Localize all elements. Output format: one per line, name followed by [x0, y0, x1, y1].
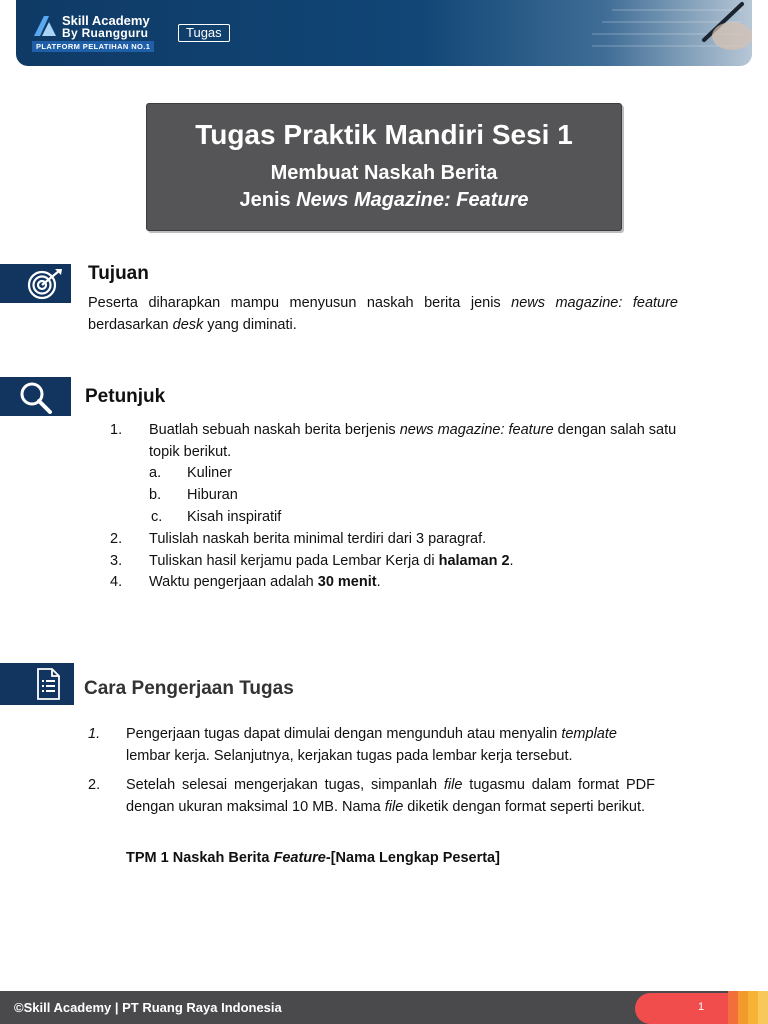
petunjuk-heading: Petunjuk: [85, 386, 166, 407]
petunjuk-item-number: 1.: [110, 422, 123, 438]
petunjuk-section-tab: [0, 377, 71, 416]
writing-hand-illustration-icon: [592, 0, 752, 66]
page-title: Tugas Praktik Mandiri Sesi 1: [195, 119, 573, 150]
cara-item-1: Pengerjaan tugas dapat dimulai dengan mengunduh atau menyalin template lembar kerja. Selanjutnya, kerjakan tugas pada lembar kerja tersebut.: [126, 726, 617, 764]
title-subtitle: Membuat Naskah Berita: [270, 162, 498, 184]
petunjuk-item-number: 3.: [110, 553, 123, 569]
cara-item-2: Setelah selesai mengerjakan tugas, simpanlah file tugasmu dalam format PDF dengan ukuran maksimal 10 MB. Nama file diketik dengan format seperti berikut.: [126, 777, 655, 815]
search-icon: [16, 380, 56, 414]
footer: [0, 991, 768, 1024]
cara-heading: Cara Pengerjaan Tugas: [84, 678, 294, 699]
sub-item-letter: b.: [149, 487, 162, 503]
skill-academy-logo-icon: [32, 14, 58, 38]
title-box: [146, 103, 622, 231]
petunjuk-item-1: Buatlah sebuah naskah berita berjenis news magazine: feature dengan salah satu topik berikut.: [149, 422, 677, 460]
petunjuk-item-2: Tulislah naskah berita minimal terdiri dari 3 paragraf.: [149, 531, 487, 547]
sub-item-letter: a.: [149, 465, 162, 481]
cara-section-tab: [0, 663, 74, 705]
tujuan-section-tab: [0, 264, 71, 303]
sub-item-letter: c.: [151, 509, 163, 525]
cara-item-number: 1.: [88, 726, 101, 742]
footer-copyright: ©Skill Academy | PT Ruang Raya Indonesia: [14, 1000, 282, 1015]
petunjuk-item-number: 2.: [110, 531, 123, 547]
tujuan-text: Peserta diharapkan mampu menyusun naskah berita jenis news magazine: feature berdasarkan desk yang diminati.: [88, 295, 678, 333]
header-banner: [16, 0, 752, 66]
petunjuk-item-3: Tuliskan hasil kerjamu pada Lembar Kerja di halaman 2.: [149, 553, 514, 569]
petunjuk-item-number: 4.: [110, 574, 123, 590]
sub-item-kuliner: Kuliner: [187, 465, 233, 481]
brand-subname: By Ruangguru: [62, 26, 149, 40]
petunjuk-item-4: Waktu pengerjaan adalah 30 menit.: [149, 574, 381, 590]
brand-tagline: PLATFORM PELATIHAN NO.1: [32, 41, 154, 52]
file-name-format: TPM 1 Naskah Berita Feature-[Nama Lengkap Peserta]: [126, 850, 500, 866]
document-list-icon: [33, 667, 63, 701]
target-icon: [25, 267, 65, 301]
sub-item-hiburan: Hiburan: [187, 487, 238, 503]
footer-stripes: [728, 991, 768, 1024]
title-subtitle-2: Jenis News Magazine: Feature: [239, 189, 529, 211]
cara-item-number: 2.: [88, 777, 101, 793]
brand-name: Skill Academy: [62, 13, 150, 28]
sub-item-kisah-inspiratif: Kisah inspiratif: [187, 509, 282, 525]
page-number: 1: [698, 1001, 705, 1013]
document-type-tag: Tugas: [178, 24, 230, 42]
tujuan-heading: Tujuan: [88, 263, 149, 284]
